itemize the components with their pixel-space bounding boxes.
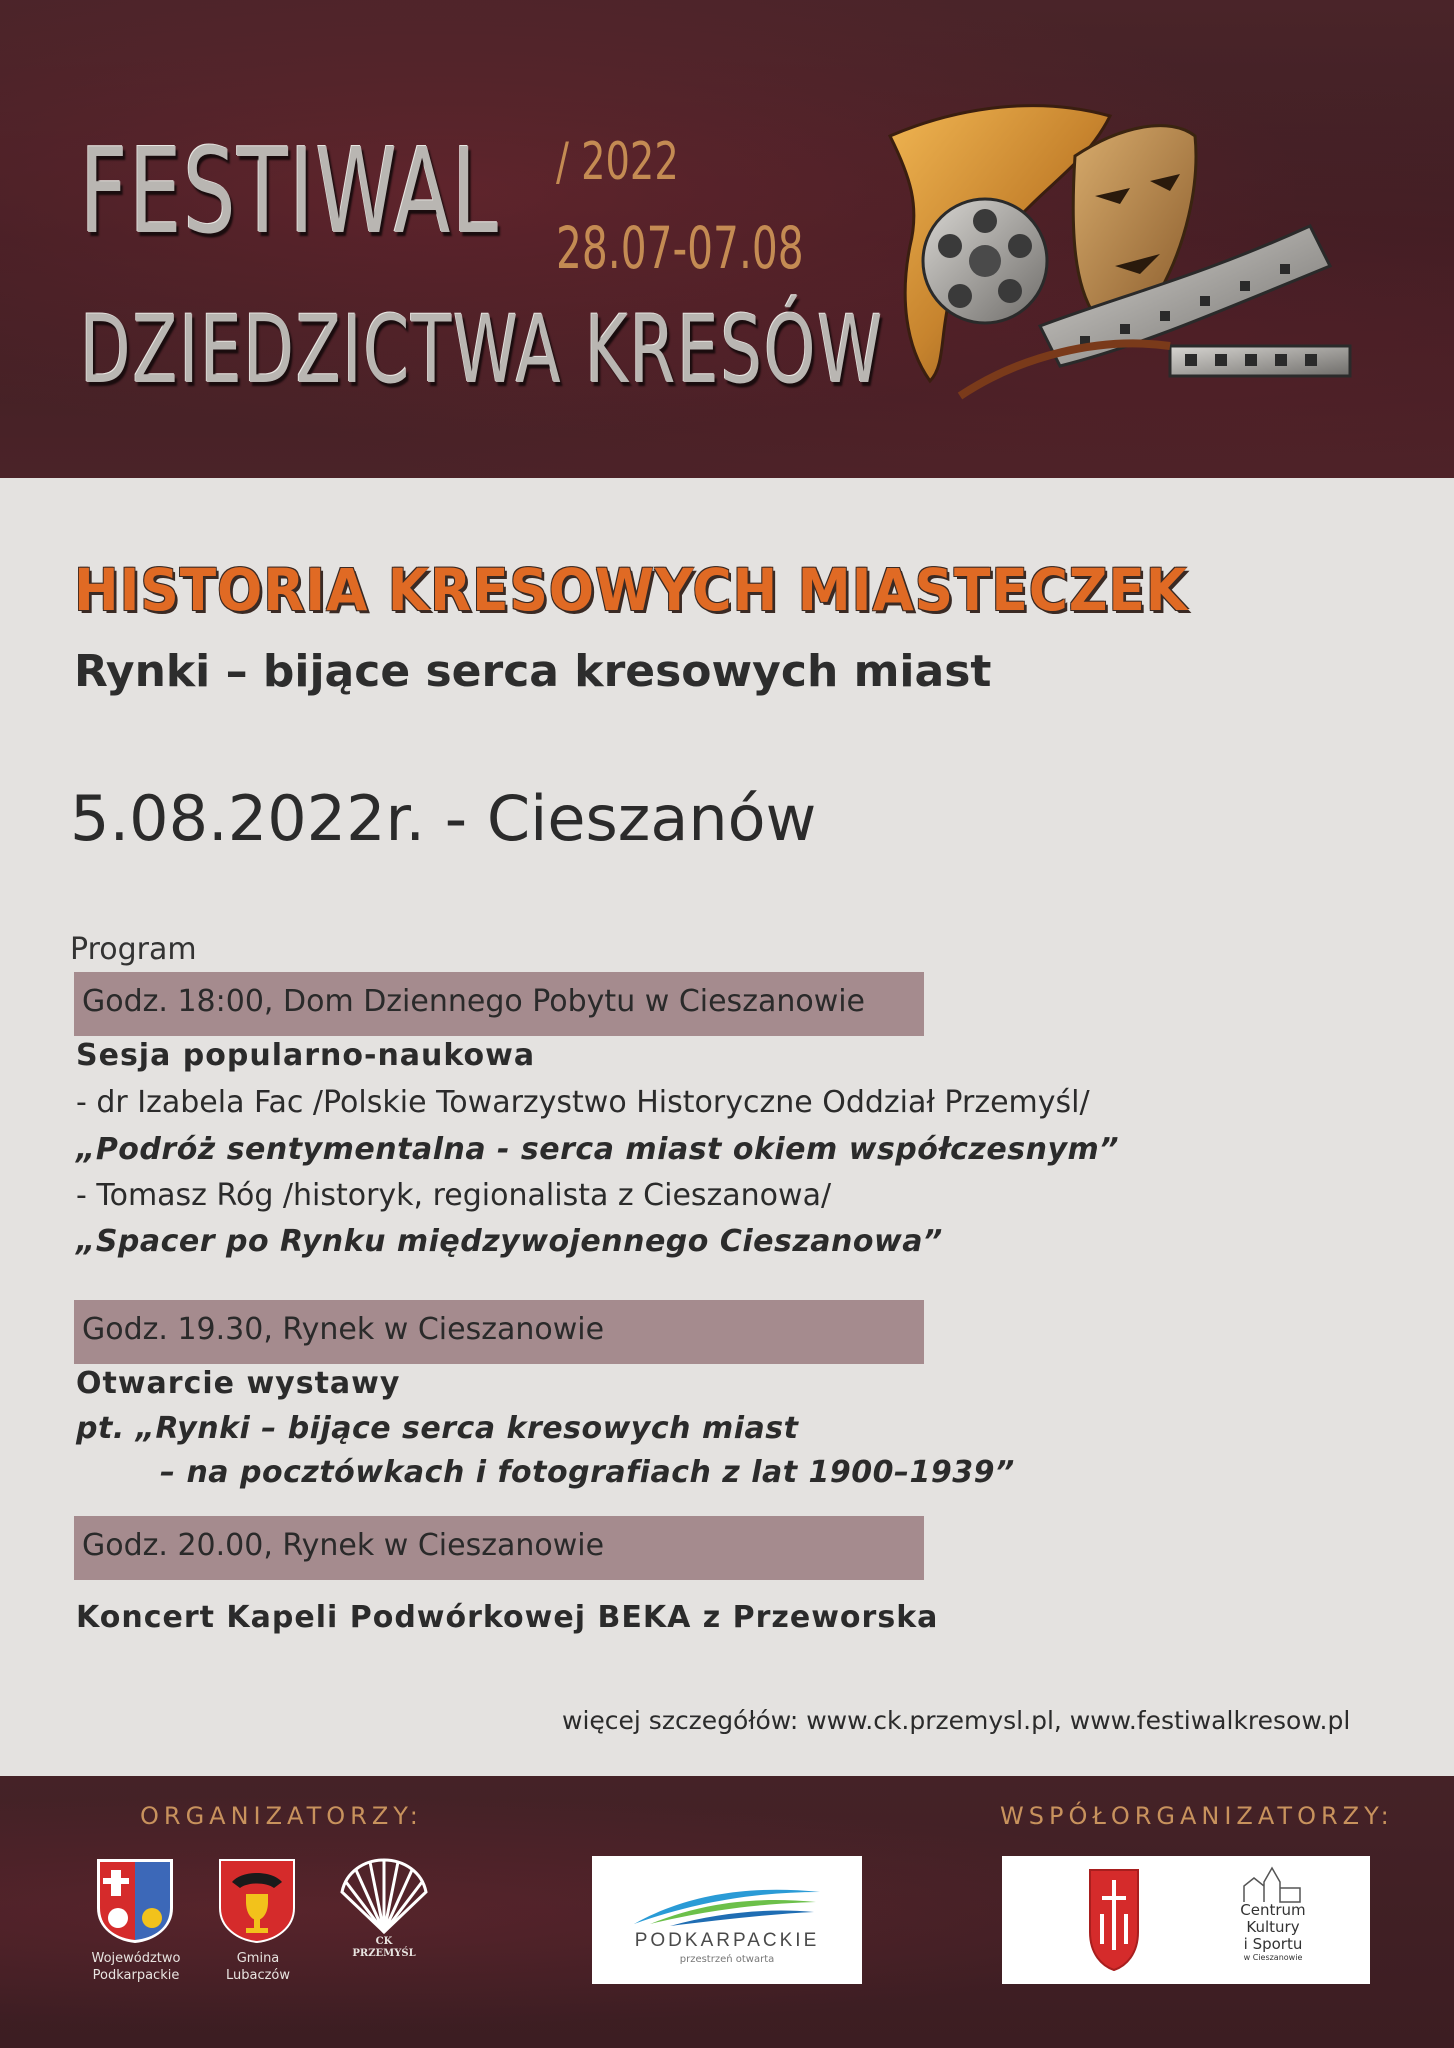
slot2-time: Godz. 19.30, Rynek w Cieszanowie xyxy=(82,1312,605,1347)
slot1-time-bar xyxy=(74,972,924,1036)
wojewodztwo-crest-icon xyxy=(96,1858,174,1944)
slot2-line2: – na pocztówkach i fotografiach z lat 1900–1939” xyxy=(160,1455,1015,1490)
slot3-time-bar xyxy=(74,1516,924,1580)
slot1-speaker1: - dr Izabela Fac /Polskie Towarzystwo Historyczne Oddział Przemyśl/ xyxy=(76,1085,1090,1120)
festival-dates: 28.07-07.08 xyxy=(556,214,804,282)
podkarpackie-name: PODKARPACKIE xyxy=(634,1930,820,1951)
ck-przemysl-shell-icon xyxy=(336,1856,432,1936)
event-date-place: 5.08.2022r. - Cieszanów xyxy=(70,782,817,855)
podkarpackie-wave-icon xyxy=(630,1878,824,1928)
program-label: Program xyxy=(70,932,197,967)
event-title: HISTORIA KRESOWYCH MIASTECZEK xyxy=(74,556,1189,624)
slot2-time-bar xyxy=(74,1300,924,1364)
podkarpackie-logo xyxy=(592,1856,862,1984)
org2-caption: Gmina Lubaczów xyxy=(225,1951,291,1983)
festival-year: / 2022 xyxy=(556,132,679,192)
festival-emblem-icon xyxy=(870,96,1380,416)
festival-title-line1: FESTIWAL xyxy=(80,122,500,260)
sponsors-footer xyxy=(0,1776,1454,2048)
festival-header xyxy=(0,0,1454,478)
cieszanow-crest-icon xyxy=(1088,1868,1140,1972)
slot2-heading: Otwarcie wystawy xyxy=(76,1366,401,1401)
slot3-heading: Koncert Kapeli Podwórkowej BEKA z Przeworska xyxy=(76,1600,939,1635)
festival-title-line2: DZIEDZICTWA KRESÓW xyxy=(80,296,884,405)
org1-caption: Województwo Podkarpackie xyxy=(91,1951,181,1983)
podkarpackie-tagline: przestrzeń otwarta xyxy=(679,1954,775,1965)
slot2-line1: pt. „Rynki – bijące serca kresowych miast xyxy=(76,1411,799,1446)
coorganizers-logos xyxy=(1002,1856,1370,1984)
coorganizers-label: WSPÓŁORGANIZATORZY: xyxy=(1000,1802,1394,1830)
slot3-time: Godz. 20.00, Rynek w Cieszanowie xyxy=(82,1528,605,1563)
ck-cieszanow-name: Centrum Kultury i Sportu w Cieszanowie xyxy=(1240,1901,1306,1962)
slot1-talk1: „Podróż sentymentalna - serca miast okiem współczesnym” xyxy=(76,1132,1120,1167)
more-info-links: więcej szczegółów: www.ck.przemysl.pl, www.festiwalkresow.pl xyxy=(562,1706,1351,1735)
ck-cieszanow-building-icon xyxy=(1240,1864,1304,1904)
slot1-time: Godz. 18:00, Dom Dziennego Pobytu w Cieszanowie xyxy=(82,984,866,1019)
org3-caption: CK PRZEMYŚL xyxy=(352,1936,416,1959)
organizers-label: ORGANIZATORZY: xyxy=(140,1802,423,1830)
slot1-talk2: „Spacer po Rynku międzywojennego Cieszanowa” xyxy=(76,1224,943,1259)
slot1-speaker2: - Tomasz Róg /historyk, regionalista z Cieszanowa/ xyxy=(76,1178,832,1213)
event-subtitle: Rynki – bijące serca kresowych miast xyxy=(74,646,992,697)
slot1-heading: Sesja popularno-naukowa xyxy=(76,1038,536,1073)
gmina-crest-icon xyxy=(218,1858,296,1944)
